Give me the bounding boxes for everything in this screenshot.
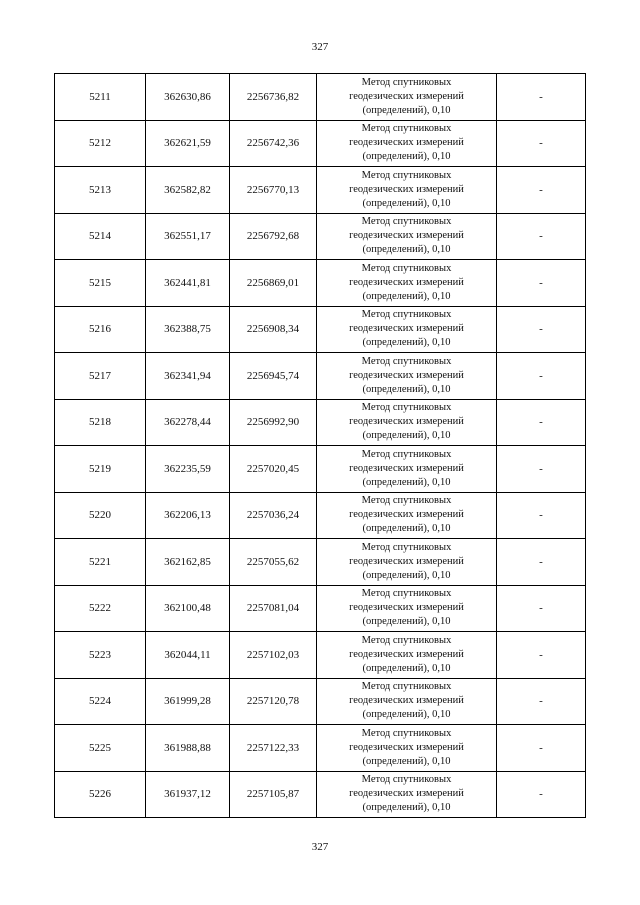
note-cell: - [497, 260, 586, 307]
method-cell [317, 260, 497, 307]
table-row [55, 213, 586, 260]
note-cell: - [497, 74, 586, 121]
method-line: Метод спутниковых [361, 169, 452, 181]
method-cell [317, 213, 497, 260]
x-coordinate-cell: 362278,44 [146, 399, 230, 446]
y-coordinate-cell: 2256742,36 [230, 120, 317, 167]
method-line: геодезических измерений [349, 602, 464, 614]
x-coordinate-cell: 362441,81 [146, 260, 230, 307]
table-row [55, 74, 586, 121]
method-line: Метод спутниковых [361, 309, 452, 321]
method-line: геодезических измерений [349, 369, 464, 381]
method-line: Метод спутниковых [361, 262, 452, 274]
table-row [55, 120, 586, 167]
method-cell [317, 120, 497, 167]
y-coordinate-cell: 2256869,01 [230, 260, 317, 307]
y-coordinate-cell: 2256992,90 [230, 399, 317, 446]
note-cell: - [497, 678, 586, 725]
y-coordinate-cell: 2257105,87 [230, 771, 317, 818]
method-line: Метод спутниковых [361, 588, 452, 600]
method-line: Метод спутниковых [361, 495, 452, 507]
x-coordinate-cell: 362235,59 [146, 446, 230, 493]
method-line: (определений), 0,10 [362, 197, 451, 209]
method-cell [317, 446, 497, 493]
table-row [55, 539, 586, 586]
y-coordinate-cell: 2257081,04 [230, 585, 317, 632]
note-cell: - [497, 771, 586, 818]
table-row [55, 353, 586, 400]
method-line: (определений), 0,10 [362, 337, 451, 349]
y-coordinate-cell: 2256792,68 [230, 213, 317, 260]
method-line: (определений), 0,10 [362, 244, 451, 256]
x-coordinate-cell: 362162,85 [146, 539, 230, 586]
note-cell: - [497, 585, 586, 632]
method-line: Метод спутниковых [361, 634, 452, 646]
note-cell: - [497, 399, 586, 446]
x-coordinate-cell: 362582,82 [146, 167, 230, 214]
x-coordinate-cell: 362551,17 [146, 213, 230, 260]
note-cell: - [497, 120, 586, 167]
point-number-cell: 5224 [55, 678, 146, 725]
y-coordinate-cell: 2256908,34 [230, 306, 317, 353]
point-number-cell: 5217 [55, 353, 146, 400]
method-line: геодезических измерений [349, 183, 464, 195]
x-coordinate-cell: 362341,94 [146, 353, 230, 400]
point-number-cell: 5222 [55, 585, 146, 632]
y-coordinate-cell: 2256945,74 [230, 353, 317, 400]
table-row [55, 446, 586, 493]
point-number-cell: 5216 [55, 306, 146, 353]
table-row [55, 771, 586, 818]
y-coordinate-cell: 2257055,62 [230, 539, 317, 586]
method-cell [317, 771, 497, 818]
point-number-cell: 5214 [55, 213, 146, 260]
method-line: геодезических измерений [349, 741, 464, 753]
method-line: (определений), 0,10 [362, 104, 451, 116]
x-coordinate-cell: 362206,13 [146, 492, 230, 539]
method-cell [317, 306, 497, 353]
x-coordinate-cell: 362630,86 [146, 74, 230, 121]
table-row [55, 399, 586, 446]
coordinates-table [54, 73, 586, 818]
method-line: Метод спутниковых [361, 402, 452, 414]
method-line: (определений), 0,10 [362, 616, 451, 628]
y-coordinate-cell: 2257120,78 [230, 678, 317, 725]
x-coordinate-cell: 361999,28 [146, 678, 230, 725]
method-line: (определений), 0,10 [362, 755, 451, 767]
method-line: геодезических измерений [349, 230, 464, 242]
method-line: Метод спутниковых [361, 123, 452, 135]
point-number-cell: 5211 [55, 74, 146, 121]
method-line: геодезических измерений [349, 276, 464, 288]
note-cell: - [497, 213, 586, 260]
method-line: (определений), 0,10 [362, 476, 451, 488]
method-line: геодезических измерений [349, 788, 464, 800]
note-cell: - [497, 353, 586, 400]
method-line: (определений), 0,10 [362, 151, 451, 163]
method-cell [317, 492, 497, 539]
method-line: (определений), 0,10 [362, 802, 451, 814]
point-number-cell: 5213 [55, 167, 146, 214]
method-cell [317, 725, 497, 772]
method-line: геодезических измерений [349, 509, 464, 521]
method-line: геодезических измерений [349, 137, 464, 149]
method-line: (определений), 0,10 [362, 569, 451, 581]
method-cell [317, 632, 497, 679]
method-line: геодезических измерений [349, 323, 464, 335]
method-line: геодезических измерений [349, 462, 464, 474]
y-coordinate-cell: 2256770,13 [230, 167, 317, 214]
method-line: геодезических измерений [349, 648, 464, 660]
table-row [55, 678, 586, 725]
note-cell: - [497, 492, 586, 539]
y-coordinate-cell: 2257020,45 [230, 446, 317, 493]
note-cell: - [497, 446, 586, 493]
method-cell [317, 353, 497, 400]
table-row [55, 306, 586, 353]
method-line: (определений), 0,10 [362, 523, 451, 535]
note-cell: - [497, 539, 586, 586]
point-number-cell: 5226 [55, 771, 146, 818]
x-coordinate-cell: 362044,11 [146, 632, 230, 679]
method-line: геодезических измерений [349, 695, 464, 707]
method-line: Метод спутниковых [361, 448, 452, 460]
method-line: Метод спутниковых [361, 216, 452, 228]
x-coordinate-cell: 361988,88 [146, 725, 230, 772]
method-line: Метод спутниковых [361, 727, 452, 739]
x-coordinate-cell: 361937,12 [146, 771, 230, 818]
method-line: (определений), 0,10 [362, 430, 451, 442]
note-cell: - [497, 632, 586, 679]
x-coordinate-cell: 362621,59 [146, 120, 230, 167]
y-coordinate-cell: 2257102,03 [230, 632, 317, 679]
point-number-cell: 5218 [55, 399, 146, 446]
point-number-cell: 5221 [55, 539, 146, 586]
method-cell [317, 585, 497, 632]
method-line: (определений), 0,10 [362, 383, 451, 395]
y-coordinate-cell: 2257036,24 [230, 492, 317, 539]
point-number-cell: 5223 [55, 632, 146, 679]
table-row [55, 725, 586, 772]
method-line: геодезических измерений [349, 416, 464, 428]
method-cell [317, 399, 497, 446]
table-row [55, 260, 586, 307]
method-line: геодезических измерений [349, 555, 464, 567]
table-row [55, 167, 586, 214]
method-line: (определений), 0,10 [362, 709, 451, 721]
method-cell [317, 167, 497, 214]
method-cell [317, 678, 497, 725]
point-number-cell: 5225 [55, 725, 146, 772]
method-line: геодезических измерений [349, 90, 464, 102]
point-number-cell: 5215 [55, 260, 146, 307]
point-number-cell: 5219 [55, 446, 146, 493]
page-number-top: 327 [311, 41, 329, 53]
method-line: Метод спутниковых [361, 76, 452, 88]
page-number-bottom: 327 [311, 841, 329, 853]
note-cell: - [497, 725, 586, 772]
method-line: Метод спутниковых [361, 681, 452, 693]
method-cell [317, 539, 497, 586]
y-coordinate-cell: 2257122,33 [230, 725, 317, 772]
point-number-cell: 5220 [55, 492, 146, 539]
x-coordinate-cell: 362100,48 [146, 585, 230, 632]
table-row [55, 492, 586, 539]
method-line: (определений), 0,10 [362, 662, 451, 674]
coordinates-table-body [55, 74, 586, 818]
table-row [55, 632, 586, 679]
method-line: Метод спутниковых [361, 541, 452, 553]
method-line: (определений), 0,10 [362, 290, 451, 302]
point-number-cell: 5212 [55, 120, 146, 167]
x-coordinate-cell: 362388,75 [146, 306, 230, 353]
method-line: Метод спутниковых [361, 774, 452, 786]
method-cell [317, 74, 497, 121]
note-cell: - [497, 167, 586, 214]
y-coordinate-cell: 2256736,82 [230, 74, 317, 121]
note-cell: - [497, 306, 586, 353]
table-row [55, 585, 586, 632]
method-line: Метод спутниковых [361, 355, 452, 367]
